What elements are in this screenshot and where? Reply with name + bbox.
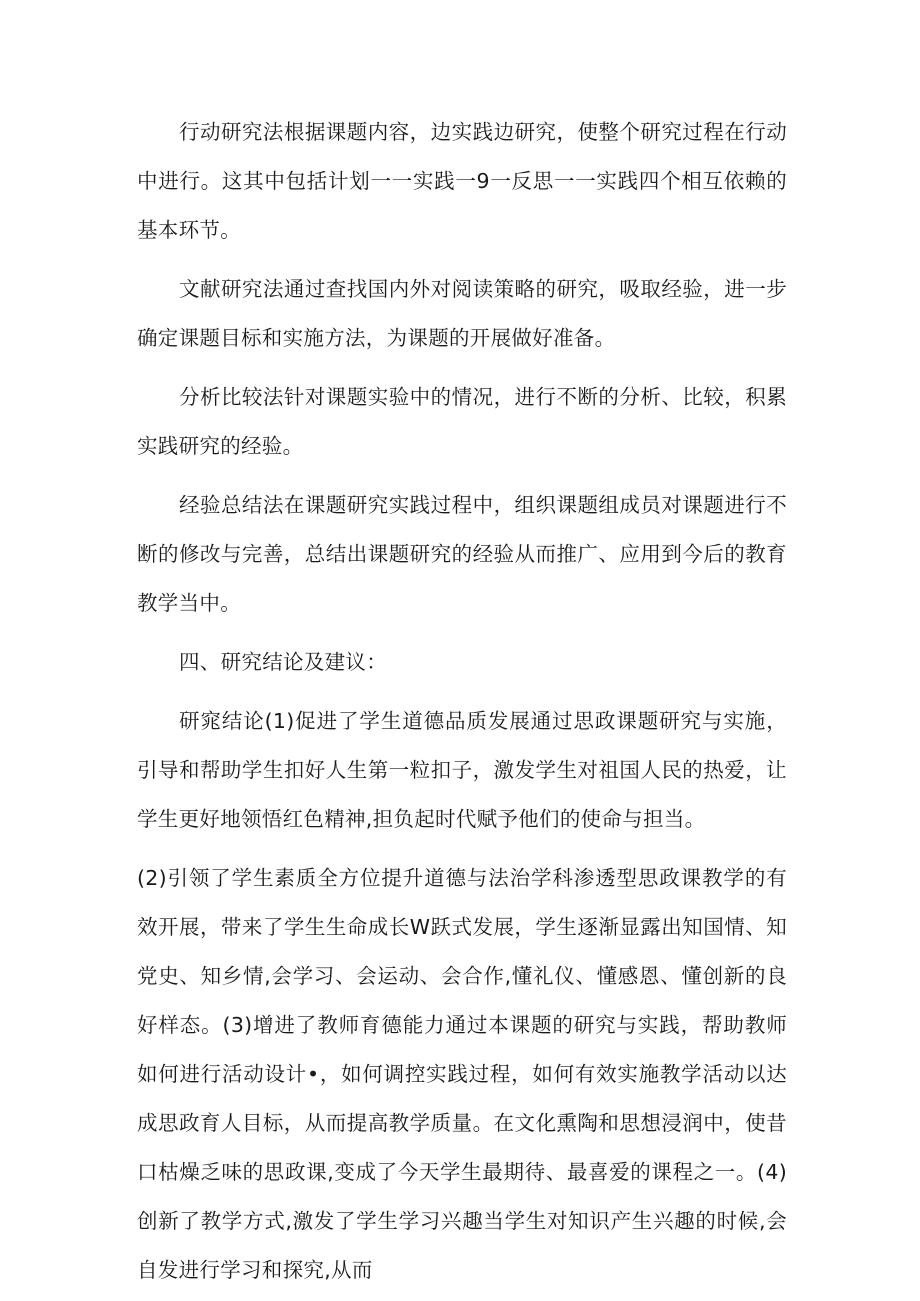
paragraph-action-research: 行动研究法根据课题内容，边实践边研究，使整个研究过程在行动中进行。这其中包括计划一一实践一9一反思一一实践四个相互依赖的基本环节。 (137, 120, 787, 242)
paragraph-literature-research: 文献研究法通过查找国内外对阅读策略的研究，吸取经验，进一步确定课题目标和实施方法，为课题的开展做好准备。 (137, 277, 787, 350)
paragraph-conclusion-2-4: (2)引领了学生素质全方位提升道德与法治学科渗透型思政课教学的有效开展，带来了学生生命成长W跃式发展，学生逐渐显露出知国情、知党史、知乡情,会学习、会运动、会合作,懂礼仪、懂感恩、懂创新的良好样态。(3)增进了教师育德能力通过本课题的研究与实践，帮助教师如何进行活动设计•，如何调控实践过程，如何有效实施教学活动以达成思政育人目标，从而提高教学质量。在文化熏陶和思想浸润中，使昔口枯燥乏味的思政课,变成了今天学生最期待、最喜爱的课程之一。(4)创新了教学方式,激发了学生学习兴趣当学生对知识产生兴趣的时候,会自发进行学习和探究,从而 (137, 866, 787, 1282)
paragraph-experience-summary: 经验总结法在课题研究实践过程中，组织课题组成员对课题进行不断的修改与完善，总结出课题研究的经验从而推广、应用到今后的教育教学当中。 (137, 493, 787, 615)
paragraph-conclusion-1: 研窕结论(1)促进了学生道德品质发展通过思政课题研究与实施，引导和帮助学生扣好人生第一粒扣子，激发学生对祖国人民的热爱，让学生更好地领悟红色精神,担负起时代赋予他们的使命与担当。 (137, 709, 787, 831)
document-body (137, 108, 787, 1295)
section-heading-conclusions: 四、研究结论及建议： (179, 650, 387, 674)
paragraph-comparative-analysis: 分析比较法针对课题实验中的情况，进行不断的分析、比较，积累实践研究的经验。 (137, 385, 787, 458)
